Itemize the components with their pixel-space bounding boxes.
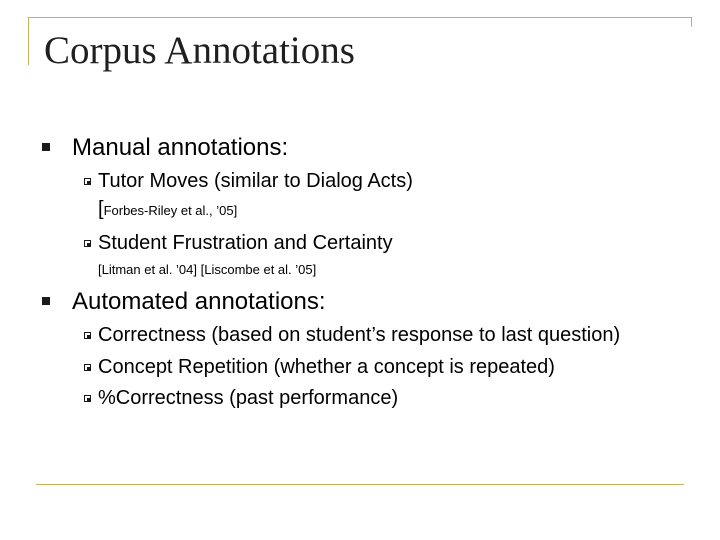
citation-frustration: [Litman et al. ’04] [Liscombe et al. ’05]: [98, 262, 317, 277]
square-bullet-icon: [42, 143, 50, 151]
slide-title: Corpus Annotations: [44, 29, 355, 72]
subbullet-text: Student Frustration and Certainty: [98, 232, 393, 254]
subbullet-text: %Correctness (past performance): [98, 387, 399, 409]
hollow-square-bullet-icon: [84, 332, 91, 339]
section-heading: Manual annotations:: [72, 134, 289, 161]
citation-text: Forbes-Riley et al., ’05]: [103, 203, 238, 218]
subbullet-text: Tutor Moves (similar to Dialog Acts): [98, 170, 413, 192]
hollow-square-bullet-icon: [84, 364, 91, 371]
subbullet-text: Correctness (based on student’s response to last question): [98, 324, 621, 346]
frame-bottom-line: [36, 484, 684, 485]
citation-tutor-moves: [98, 198, 237, 221]
hollow-square-bullet-icon: [84, 240, 91, 247]
citation-bracket: [: [98, 198, 104, 220]
section-heading: Automated annotations:: [72, 288, 326, 315]
frame-right-tick: [691, 17, 692, 27]
frame-left-line: [28, 17, 29, 65]
frame-top-line: [28, 17, 692, 18]
square-bullet-icon: [42, 297, 50, 305]
hollow-square-bullet-icon: [84, 178, 91, 185]
subbullet-text: Concept Repetition (whether a concept is repeated): [98, 356, 555, 378]
hollow-square-bullet-icon: [84, 395, 91, 402]
